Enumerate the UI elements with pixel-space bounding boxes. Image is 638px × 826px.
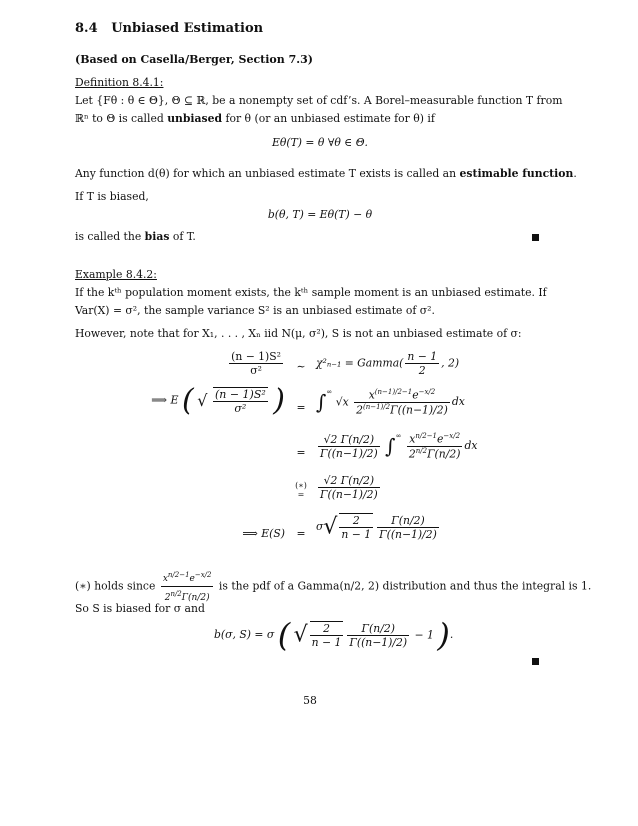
text: . xyxy=(573,167,577,180)
definition-line-5 xyxy=(75,230,196,244)
sqrt-x: √x xyxy=(335,395,349,409)
numerator: 2 xyxy=(339,514,373,528)
denominator: σ² xyxy=(234,401,247,415)
denominator: n − 1 xyxy=(341,528,372,541)
denominator: n − 1 xyxy=(311,636,342,649)
fraction xyxy=(310,621,344,649)
text: χ²ₙ₋₁ = Gamma( xyxy=(316,356,404,370)
text: b(σ, S) = σ xyxy=(214,628,275,641)
text: is the pdf of a Gamma(n/2, 2) distribution and thus the integral is 1. xyxy=(218,579,592,593)
denominator: $2^{n/2}\Gamma(n/2)$ xyxy=(408,446,461,461)
numerator: (n − 1)S² xyxy=(231,350,281,363)
source-note: (Based on Casella/Berger, Section 7.3) xyxy=(75,53,313,66)
denominator: Γ((n−1)/2) xyxy=(379,527,437,541)
text: , 2) xyxy=(441,356,460,370)
text: ⟹ E xyxy=(151,393,179,407)
section-heading xyxy=(75,22,263,36)
denominator: Γ((n−1)/2) xyxy=(349,635,408,649)
integral-icon: ∫ xyxy=(385,434,396,459)
equation-unbiased: Eθ(T) = θ ∀θ ∈ Θ. xyxy=(271,136,368,149)
text: Any function d(θ) for which an unbiased estimate T exists is called an xyxy=(75,167,460,180)
row4-rhs xyxy=(316,474,382,501)
text: of T. xyxy=(169,230,196,243)
qed-square xyxy=(532,658,539,665)
fraction xyxy=(161,568,214,605)
denominator: 2 xyxy=(418,364,426,377)
section-number: 8.4 xyxy=(75,21,98,36)
row2-rhs: ∫∞ √x $\frac{x^{(n-1)/2-1}e^{-x/2}}{2^{(n-1)/2}\Gamma((n-1)/2)}$ dx xyxy=(316,388,465,417)
upper-limit: ∞ xyxy=(326,388,333,396)
fraction xyxy=(407,432,463,460)
numerator: Γ(n/2) xyxy=(347,622,409,636)
fraction xyxy=(318,433,380,460)
sqrt-icon: √ xyxy=(293,622,308,648)
row3-relation: = xyxy=(296,446,306,459)
row5-rhs: σ√ $\frac{2}{n - 1}$ $\frac{\Gamma(n/2)}{\Gamma((n-1)/2)}$ xyxy=(316,513,437,541)
term-estimable-function: estimable function xyxy=(459,167,574,180)
text: (∗) holds since xyxy=(75,579,156,593)
paren: ( xyxy=(277,616,291,654)
row2-relation: = xyxy=(296,401,306,414)
row1-lhs xyxy=(210,350,285,377)
sqrt-icon: √ xyxy=(197,391,208,410)
denominator: Γ((n−1)/2) xyxy=(320,488,378,501)
row1-relation: ∼ xyxy=(296,360,306,373)
numerator: √2 Γ(n/2) xyxy=(318,433,380,447)
row2-lhs xyxy=(150,383,285,418)
row3-rhs: $\frac{√2 \Gamma(n/2)}{\Gamma((n-1)/2)}$ ∫∞ $\frac{x^{n/2-1}e^{-x/2}}{2^{n/2}\Gamma(n/2)}$ dx xyxy=(320,432,478,461)
paren: ) xyxy=(437,616,450,654)
numerator: (n − 1)S² xyxy=(214,387,266,401)
numerator: n − 1 xyxy=(407,350,438,363)
fraction xyxy=(339,513,373,541)
text: for θ (or an unbiased estimate for θ) if xyxy=(222,112,435,125)
fraction xyxy=(318,474,380,501)
fraction xyxy=(354,388,450,416)
definition-line-3 xyxy=(75,167,577,181)
bias-equation: b(σ, S) = σ ( √ $\frac{2}{n - 1}$ $\frac{\Gamma(n/2)}{\Gamma((n-1)/2)}$ − 1 ). xyxy=(214,616,454,654)
paren: ) xyxy=(273,383,285,418)
fraction xyxy=(347,622,409,649)
numerator: $x^{(n-1)/2-1}e^{-x/2}$ xyxy=(354,388,450,403)
denominator: σ² xyxy=(250,364,262,377)
definition-line-1: Let {Fθ : θ ∈ Θ}, Θ ⊆ ℝ, be a nonempty set of cdf’s. A Borel–measurable function T from xyxy=(75,94,563,107)
fraction xyxy=(377,514,439,541)
fraction xyxy=(405,350,439,377)
numerator: 2 xyxy=(310,622,344,636)
row4-relation: (∗) = xyxy=(295,481,307,499)
numerator: $x^{n/2-1}e^{-x/2}$ xyxy=(407,432,463,447)
row1-rhs xyxy=(316,350,459,377)
equation-bias: b(θ, T) = Eθ(T) − θ xyxy=(267,208,373,221)
sqrt-icon: √ xyxy=(323,514,338,540)
upper-limit: ∞ xyxy=(395,432,402,440)
text: ℝⁿ to Θ is called xyxy=(75,112,168,125)
page-number: 58 xyxy=(303,694,317,707)
fraction xyxy=(213,387,268,415)
minus-one: − 1 xyxy=(414,628,434,642)
denominator: $2^{(n-1)/2}\Gamma((n-1)/2)$ xyxy=(356,402,448,417)
term-bias: bias xyxy=(144,230,170,243)
example-line-2: Var(X) = σ², the sample variance S² is an unbiased estimate of σ². xyxy=(75,304,435,317)
definition-label: Definition 8.4.1: xyxy=(75,76,164,89)
paren: ( xyxy=(182,383,194,418)
definition-line-4: If T is biased, xyxy=(75,190,149,203)
numerator: Γ(n/2) xyxy=(377,514,439,528)
integral-icon: ∫ xyxy=(316,390,327,415)
qed-square xyxy=(532,234,539,241)
numerator: √2 Γ(n/2) xyxy=(318,474,380,488)
row5-lhs: ⟹ E(S) xyxy=(242,527,285,540)
numerator: $x^{n/2-1}e^{-x/2}$ xyxy=(161,568,214,587)
star-line xyxy=(75,568,591,605)
example-label: Example 8.4.2: xyxy=(75,268,157,281)
term-unbiased: unbiased xyxy=(167,112,223,125)
section-title: Unbiased Estimation xyxy=(111,21,264,36)
denominator: Γ((n−1)/2) xyxy=(320,446,378,460)
text: is called the xyxy=(75,230,145,243)
denominator: $2^{n/2}\Gamma(n/2)$ xyxy=(164,590,210,603)
fraction xyxy=(229,350,283,377)
example-line-1: If the kᵗʰ population moment exists, the kᵗʰ sample moment is an unbiased estimate. If xyxy=(75,286,547,299)
so-biased-line: So S is biased for σ and xyxy=(75,602,205,615)
example-line-3: However, note that for X₁, . . . , Xₙ iid N(μ, σ²), S is not an unbiased estimate of σ: xyxy=(75,327,522,340)
row5-relation: = xyxy=(296,527,306,540)
definition-line-2 xyxy=(75,112,435,126)
